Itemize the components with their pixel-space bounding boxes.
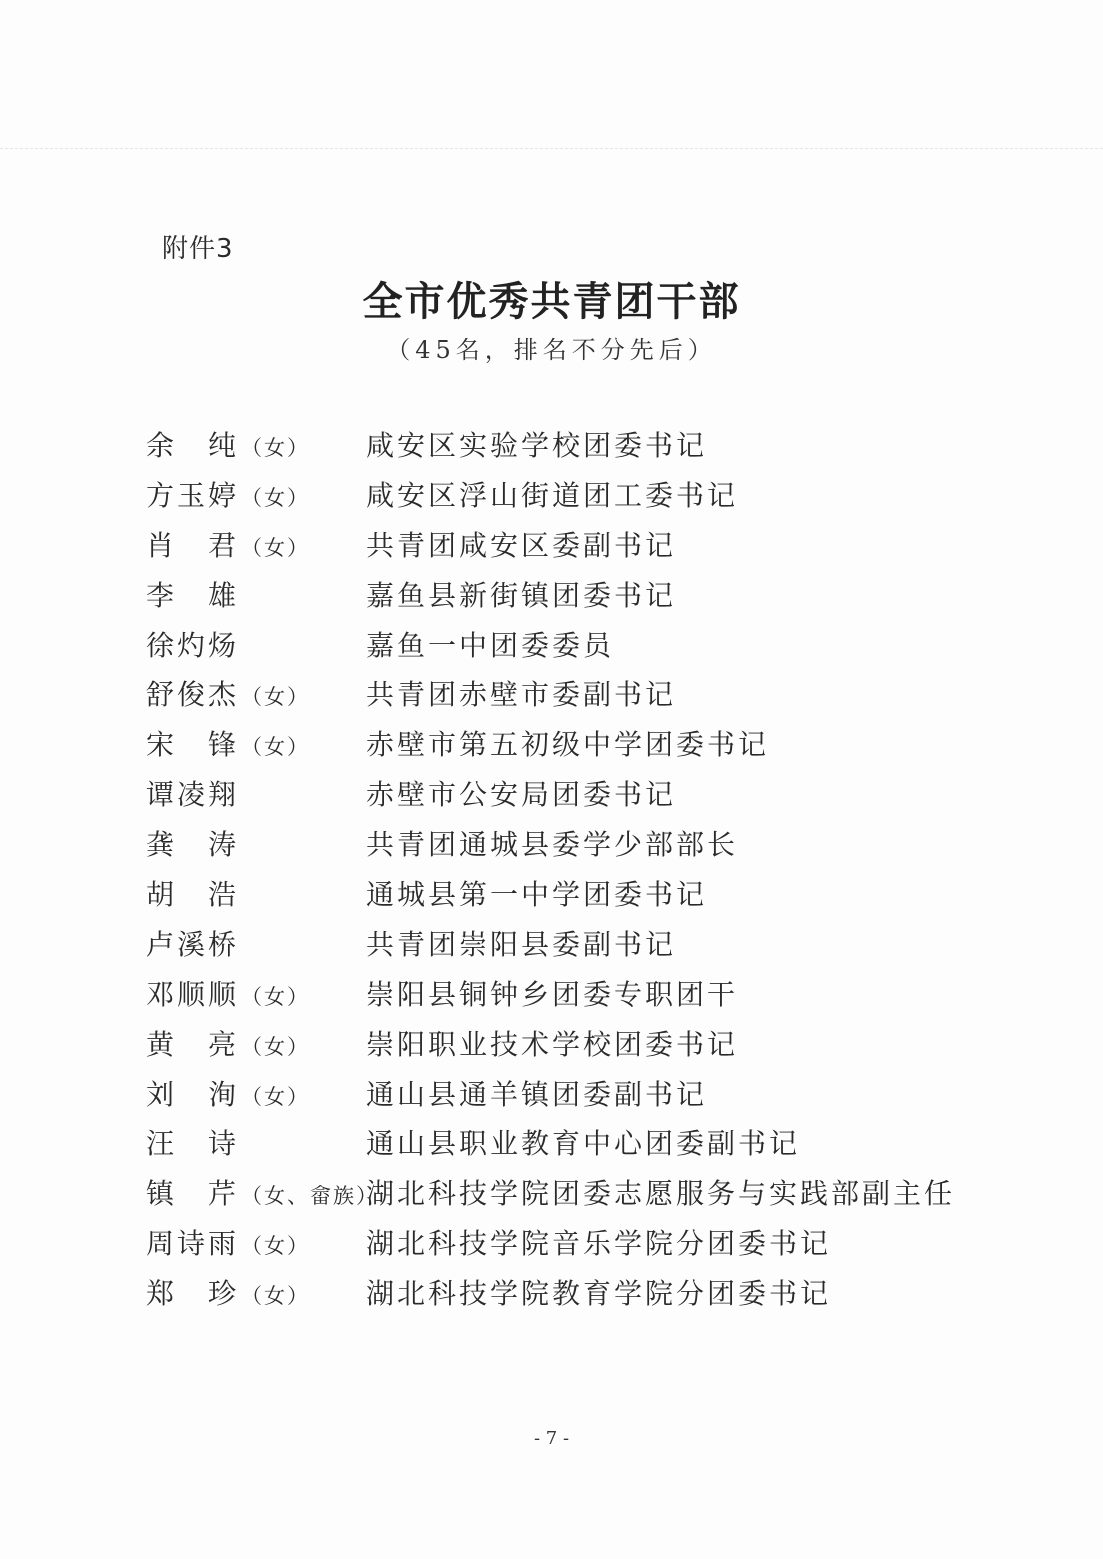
- document-subtitle: （45名，排名不分先后）: [386, 336, 717, 364]
- honoree-name: 邓顺顺（女）: [146, 977, 311, 1011]
- attachment-label: 附件3: [162, 234, 234, 264]
- honoree-note: （女）: [241, 1034, 311, 1059]
- honoree-note: （女）: [241, 535, 311, 560]
- honoree-name: 镇 芹（女、畲族）: [146, 1177, 380, 1211]
- honoree-note: （女）: [241, 436, 311, 460]
- list-item: [146, 723, 1006, 773]
- honoree-position: 共青团咸安区委副书记: [366, 528, 677, 562]
- honoree-name: 徐灼炀: [146, 628, 240, 662]
- honoree-name: 李 雄: [146, 578, 240, 612]
- list-item: [146, 873, 1006, 923]
- list-item: [146, 624, 1006, 674]
- honoree-position: 湖北科技学院教育学院分团委书记: [366, 1277, 832, 1311]
- document-title: 全市优秀共青团干部: [362, 278, 741, 325]
- honoree-name: 谭凌翔: [146, 778, 240, 812]
- scan-artifact-line: [0, 148, 1103, 150]
- honoree-position: 崇阳县铜钟乡团委专职团干: [366, 977, 739, 1011]
- list-item: [146, 474, 1006, 524]
- list-item: [146, 574, 1006, 624]
- list-item: [146, 1073, 1006, 1123]
- honoree-note: （女）: [241, 1284, 311, 1309]
- honoree-name: 郑 珍（女）: [146, 1277, 311, 1311]
- honoree-position: 共青团赤壁市委副书记: [366, 678, 677, 712]
- list-item: [146, 424, 1006, 474]
- honoree-name: 舒俊杰（女）: [146, 678, 311, 712]
- honoree-position: 通山县职业教育中心团委副书记: [366, 1127, 801, 1161]
- list-item: [146, 923, 1006, 973]
- honoree-position: 通城县第一中学团委书记: [366, 878, 708, 912]
- honoree-note: （女）: [241, 685, 311, 710]
- honoree-position: 嘉鱼县新街镇团委书记: [366, 578, 677, 612]
- honoree-name: 宋 锋（女）: [146, 728, 311, 762]
- list-item: [146, 1122, 1006, 1172]
- honoree-name: 肖 君（女）: [146, 528, 311, 562]
- honoree-name: 卢溪桥: [146, 927, 240, 961]
- list-item: [146, 524, 1006, 574]
- honoree-position: 咸安区浮山街道团工委书记: [366, 478, 739, 512]
- list-item: [146, 1023, 1006, 1073]
- list-item: [146, 973, 1006, 1023]
- honoree-note: （女）: [241, 984, 311, 1009]
- honoree-name: 方玉婷（女）: [146, 478, 311, 512]
- honoree-note: （女）: [241, 1084, 311, 1109]
- honoree-note: （女）: [241, 735, 311, 760]
- honoree-position: 共青团通城县委学少部部长: [366, 828, 739, 862]
- honoree-name: 周诗雨（女）: [146, 1227, 311, 1261]
- honoree-position: 赤壁市第五初级中学团委书记: [366, 728, 770, 762]
- list-item: [146, 673, 1006, 723]
- honoree-name: 黄 亮（女）: [146, 1027, 311, 1061]
- honoree-position: 湖北科技学院音乐学院分团委书记: [366, 1227, 832, 1261]
- honoree-name: 龚 涛: [146, 828, 240, 862]
- honoree-note: （女、畲族）: [241, 1184, 380, 1209]
- honoree-name: 汪 诗: [146, 1127, 240, 1161]
- honoree-position: 嘉鱼一中团委委员: [366, 628, 615, 662]
- list-item: [146, 1272, 1006, 1322]
- honoree-name: 胡 浩: [146, 878, 240, 912]
- list-item: [146, 773, 1006, 823]
- honoree-position: 咸安区实验学校团委书记: [366, 429, 708, 462]
- list-item: [146, 1222, 1006, 1272]
- honoree-name: 刘 洵（女）: [146, 1077, 311, 1111]
- honoree-position: 湖北科技学院团委志愿服务与实践部副主任: [366, 1177, 956, 1211]
- honoree-position: 通山县通羊镇团委副书记: [366, 1077, 708, 1111]
- honoree-position: 崇阳职业技术学校团委书记: [366, 1027, 739, 1061]
- honoree-note: （女）: [241, 485, 311, 510]
- honoree-list: [146, 424, 1006, 1322]
- list-item: [146, 1172, 1006, 1222]
- honoree-position: 共青团崇阳县委副书记: [366, 927, 677, 961]
- page-number: - 7 -: [533, 1428, 570, 1449]
- honoree-note: （女）: [241, 1234, 311, 1259]
- honoree-position: 赤壁市公安局团委书记: [366, 778, 677, 812]
- honoree-name: 余 纯（女）: [146, 429, 311, 462]
- list-item: [146, 823, 1006, 873]
